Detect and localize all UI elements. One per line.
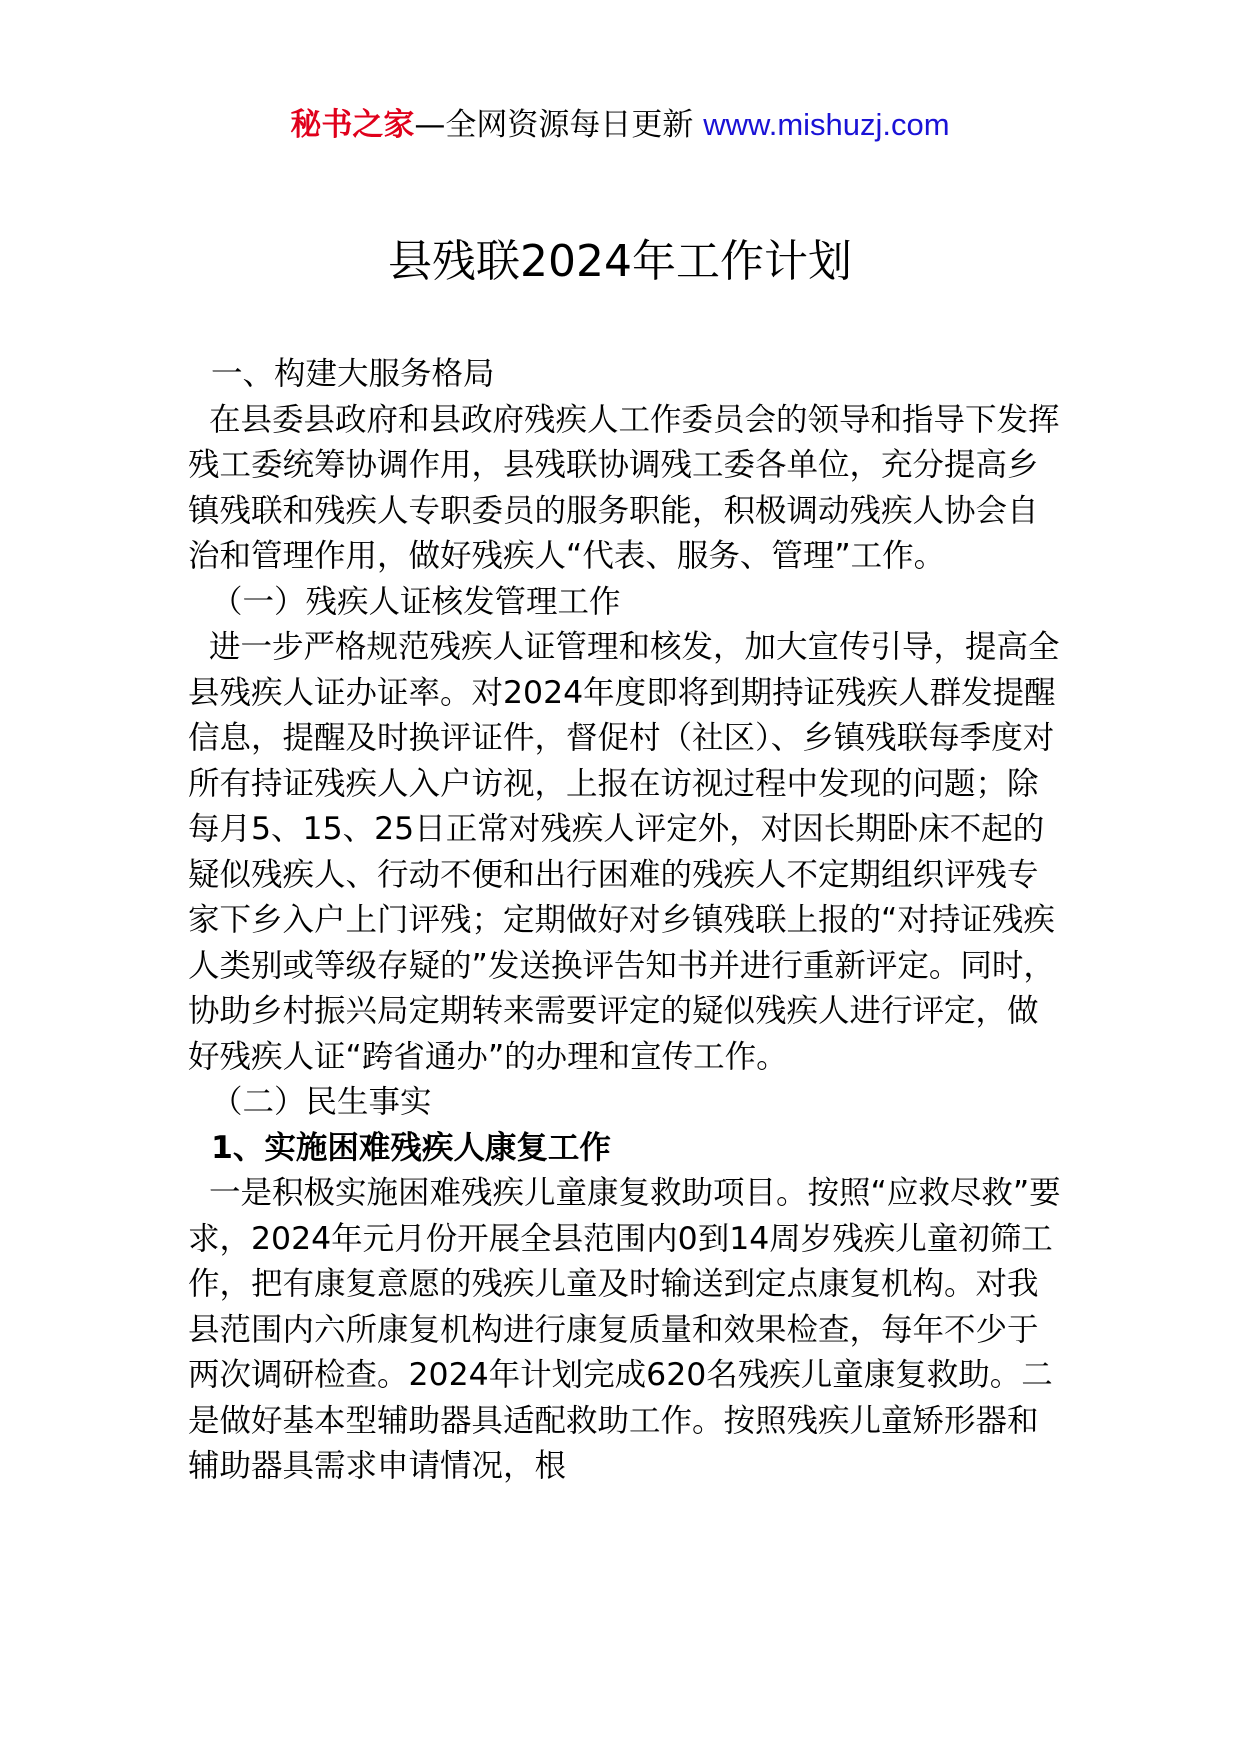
document-title: 县残联2024年工作计划 — [388, 236, 852, 287]
site-url-link[interactable]: www.mishuzj.com — [703, 107, 950, 142]
section-heading: 一、构建大服务格局 — [211, 356, 495, 392]
paragraph: 一是积极实施困难残疾儿童康复救助项目。按照“应救尽救”要求，2024年元月份开展全县范围内0到14周岁残疾儿童初筛工作，把有康复意愿的残疾儿童及时输送到定点康复机构。对我县范围内六所康复机构进行康复质量和效果检查，每年不少于两次调研检查。2024年计划完成620名残疾儿童康复救助。二是做好基本型辅助器具适配救助工作。按照残疾儿童矫形器和辅助器具需求申请情况，根 — [188, 1175, 1061, 1484]
subsection-heading: （一）残疾人证核发管理工作 — [211, 583, 621, 620]
document-body — [188, 352, 1068, 1490]
site-header — [0, 105, 1240, 145]
item-heading: 1、实施困难残疾人康复工作 — [211, 1129, 611, 1166]
site-name: 秘书之家 — [290, 107, 415, 143]
site-slogan: —全网资源每日更新 — [414, 107, 704, 143]
paragraph: 在县委县政府和县政府残疾人工作委员会的领导和指导下发挥残工委统筹协调作用，县残联协调残工委各单位，充分提高乡镇残联和残疾人专职委员的服务职能，积极调动残疾人协会自治和管理作用，做好残疾人“代表、服务、管理”工作。 — [188, 401, 1060, 574]
subsection-heading: （二）民生事实 — [211, 1084, 432, 1120]
paragraph: 进一步严格规范残疾人证管理和核发，加大宣传引导，提高全县残疾人证办证率。对2024年度即将到期持证残疾人群发提醒信息，提醒及时换评证件，督促村（社区）、乡镇残联每季度对所有持证残疾人入户访视，上报在访视过程中发现的问题；除每月5、15、25日正常对残疾人评定外，对因长期卧床不起的疑似残疾人、行动不便和出行困难的残疾人不定期组织评残专家下乡入户上门评残；定期做好对乡镇残联上报的“对持证残疾人类别或等级存疑的”发送换评告知书并进行重新评定。同时，协助乡村振兴局定期转来需要评定的疑似残疾人进行评定，做好残疾人证“跨省通办”的办理和宣传工作。 — [188, 629, 1060, 1075]
